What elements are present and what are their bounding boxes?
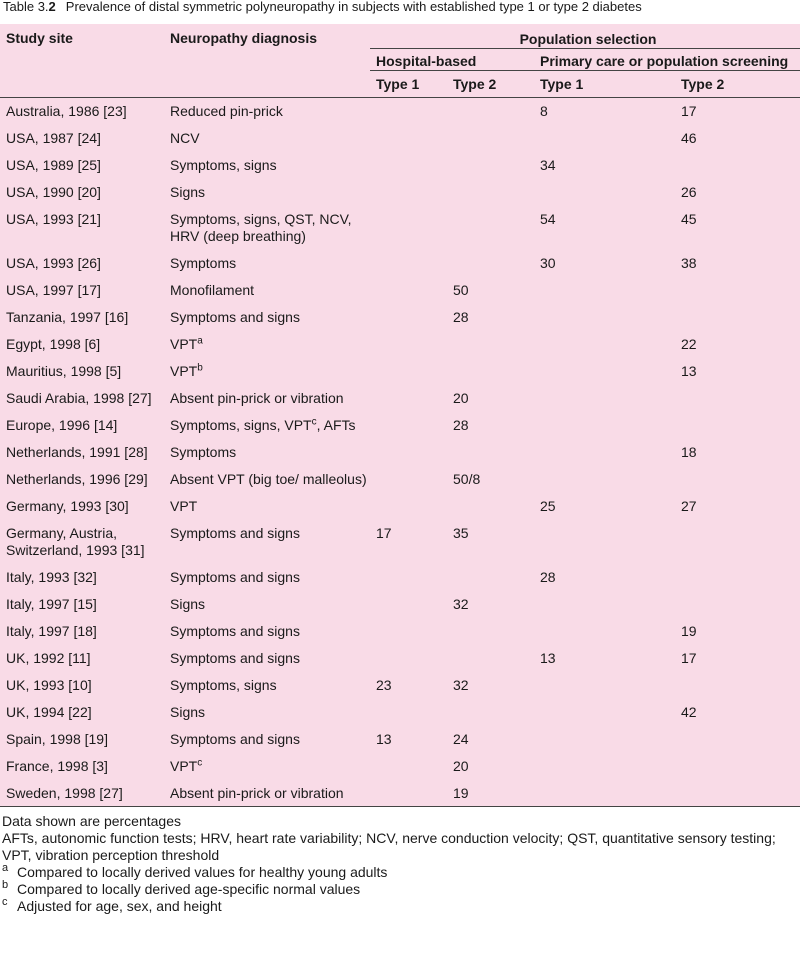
cell-primary-type1: 25 xyxy=(540,498,556,514)
cell-study-site: Germany, 1993 [30] xyxy=(6,498,129,514)
cell-primary-type1 xyxy=(534,752,675,779)
table-row xyxy=(0,563,800,590)
cell-study-site: Italy, 1997 [18] xyxy=(6,623,97,639)
cell-primary-type2: 27 xyxy=(681,498,697,514)
cell-hospital-type1: 23 xyxy=(376,677,392,693)
cell-diagnosis xyxy=(164,124,370,151)
prevalence-table xyxy=(0,24,800,807)
diagnosis-text: Monofilament xyxy=(170,282,255,298)
cell-study-site: Italy, 1993 [32] xyxy=(6,569,97,585)
diagnosis-text: Absent VPT (big toe/ malleolus) xyxy=(170,471,367,487)
diagnosis-text: Symptoms and signs xyxy=(170,525,300,541)
cell-study-site: USA, 1993 [21] xyxy=(6,211,101,227)
cell-study-site: Egypt, 1998 [6] xyxy=(6,336,101,352)
cell-diagnosis xyxy=(164,330,370,357)
cell-hospital-type1 xyxy=(370,752,447,779)
cell-hospital-type1 xyxy=(370,124,447,151)
diagnosis-text: VPT xyxy=(170,758,198,774)
cell-diagnosis xyxy=(164,492,370,519)
cell-primary-type1 xyxy=(534,590,675,617)
cell-primary-type2 xyxy=(675,465,800,492)
cell-primary-type1: 34 xyxy=(540,157,556,173)
cell-hospital-type2 xyxy=(447,357,534,384)
cell-hospital-type1 xyxy=(370,411,447,438)
cell-primary-type2: 26 xyxy=(681,184,697,200)
diagnosis-text: Symptoms xyxy=(170,255,237,271)
cell-primary-type2: 17 xyxy=(681,650,697,666)
cell-primary-type1: 30 xyxy=(540,255,556,271)
table-row xyxy=(0,519,800,563)
table-row xyxy=(0,752,800,779)
cell-hospital-type1 xyxy=(370,330,447,357)
table-caption xyxy=(0,0,800,24)
cell-primary-type1 xyxy=(534,124,675,151)
note-abbreviations: AFTs, autonomic function tests; HRV, heart rate variability; NCV, nerve conduction velocity; QST, quantitative sensory testing; VPT, vibration perception threshold xyxy=(2,830,776,863)
diagnosis-text: VPT xyxy=(170,363,198,379)
table-row xyxy=(0,492,800,519)
table-number: Table 3.2 xyxy=(3,0,56,14)
cell-primary-type1: 54 xyxy=(540,211,556,227)
cell-primary-type1 xyxy=(534,303,675,330)
table-row xyxy=(0,98,800,125)
cell-diagnosis xyxy=(164,779,370,807)
header-population-selection: Population selection xyxy=(370,24,800,49)
header-hospital-type2: Type 2 xyxy=(453,76,497,92)
cell-primary-type2 xyxy=(675,752,800,779)
cell-hospital-type1 xyxy=(370,438,447,465)
cell-hospital-type2: 50/8 xyxy=(453,471,481,487)
cell-diagnosis xyxy=(164,205,370,249)
footnote xyxy=(2,898,800,915)
cell-primary-type2 xyxy=(675,519,800,563)
footnote-mark: c xyxy=(311,416,317,428)
cell-study-site: UK, 1993 [10] xyxy=(6,677,92,693)
cell-primary-type1: 28 xyxy=(540,569,556,585)
diagnosis-text: VPT xyxy=(170,498,198,514)
cell-hospital-type1 xyxy=(370,205,447,249)
cell-hospital-type1 xyxy=(370,563,447,590)
diagnosis-text: NCV xyxy=(170,130,200,146)
cell-diagnosis xyxy=(164,725,370,752)
cell-study-site: UK, 1994 [22] xyxy=(6,704,92,720)
diagnosis-text: Absent pin-prick or vibration xyxy=(170,390,344,406)
table-row xyxy=(0,725,800,752)
diagnosis-text: Symptoms, signs, VPT xyxy=(170,417,312,433)
cell-diagnosis xyxy=(164,465,370,492)
cell-primary-type2 xyxy=(675,779,800,807)
cell-diagnosis xyxy=(164,98,370,125)
table-row xyxy=(0,124,800,151)
cell-hospital-type2 xyxy=(447,124,534,151)
cell-study-site: UK, 1992 [11] xyxy=(6,650,91,666)
cell-hospital-type2 xyxy=(447,617,534,644)
cell-study-site: USA, 1989 [25] xyxy=(6,157,101,173)
table-row xyxy=(0,411,800,438)
cell-diagnosis xyxy=(164,384,370,411)
table-header xyxy=(0,24,800,98)
cell-diagnosis xyxy=(164,519,370,563)
cell-diagnosis xyxy=(164,617,370,644)
cell-study-site: Netherlands, 1996 [29] xyxy=(6,471,148,487)
cell-primary-type1 xyxy=(534,411,675,438)
cell-hospital-type1: 13 xyxy=(376,731,392,747)
header-hospital-based: Hospital-based xyxy=(370,49,534,71)
cell-primary-type2 xyxy=(675,671,800,698)
cell-primary-type2 xyxy=(675,563,800,590)
footnote-text: Adjusted for age, sex, and height xyxy=(17,898,222,914)
diagnosis-text: Symptoms and signs xyxy=(170,623,300,639)
cell-diagnosis xyxy=(164,151,370,178)
cell-hospital-type1 xyxy=(370,492,447,519)
cell-primary-type1 xyxy=(534,465,675,492)
cell-primary-type1 xyxy=(534,330,675,357)
table-row xyxy=(0,465,800,492)
cell-hospital-type1 xyxy=(370,644,447,671)
cell-primary-type1 xyxy=(534,178,675,205)
cell-diagnosis xyxy=(164,590,370,617)
table-row xyxy=(0,151,800,178)
cell-hospital-type2 xyxy=(447,563,534,590)
cell-hospital-type2: 28 xyxy=(453,309,469,325)
footnote-text: Compared to locally derived values for healthy young adults xyxy=(17,864,388,880)
cell-hospital-type2: 35 xyxy=(453,525,469,541)
diagnosis-text: Symptoms, signs, QST, NCV, HRV (deep breathing) xyxy=(170,211,352,244)
cell-hospital-type1 xyxy=(370,698,447,725)
table-row xyxy=(0,249,800,276)
cell-hospital-type2: 32 xyxy=(453,596,469,612)
table-body xyxy=(0,98,800,807)
diagnosis-text: Reduced pin-prick xyxy=(170,103,283,119)
cell-hospital-type2: 32 xyxy=(453,677,469,693)
cell-diagnosis xyxy=(164,276,370,303)
cell-hospital-type2: 24 xyxy=(453,731,469,747)
header-study-site: Study site xyxy=(6,30,73,46)
cell-hospital-type2 xyxy=(447,492,534,519)
cell-study-site: Netherlands, 1991 [28] xyxy=(6,444,148,460)
cell-hospital-type2: 50 xyxy=(453,282,469,298)
cell-study-site: Australia, 1986 [23] xyxy=(6,103,127,119)
diagnosis-text: Symptoms and signs xyxy=(170,309,300,325)
note-percentages: Data shown are percentages xyxy=(2,813,181,829)
footnote xyxy=(2,881,800,898)
footnote-mark: c xyxy=(2,896,8,908)
cell-study-site: Mauritius, 1998 [5] xyxy=(6,363,122,379)
header-primary-type2: Type 2 xyxy=(681,76,725,92)
cell-primary-type2 xyxy=(675,411,800,438)
cell-primary-type1: 13 xyxy=(540,650,556,666)
table-row xyxy=(0,644,800,671)
cell-primary-type1 xyxy=(534,276,675,303)
cell-diagnosis xyxy=(164,644,370,671)
cell-hospital-type1 xyxy=(370,249,447,276)
diagnosis-text: Symptoms and signs xyxy=(170,650,300,666)
cell-primary-type2: 45 xyxy=(681,211,697,227)
cell-primary-type2: 17 xyxy=(681,103,697,119)
cell-hospital-type2 xyxy=(447,698,534,725)
cell-diagnosis xyxy=(164,563,370,590)
cell-study-site: USA, 1997 [17] xyxy=(6,282,101,298)
diagnosis-text: Symptoms, signs xyxy=(170,157,277,173)
cell-diagnosis xyxy=(164,178,370,205)
cell-hospital-type1 xyxy=(370,357,447,384)
cell-primary-type2 xyxy=(675,725,800,752)
cell-diagnosis xyxy=(164,357,370,384)
cell-primary-type2: 22 xyxy=(681,336,697,352)
table-row xyxy=(0,590,800,617)
cell-hospital-type1 xyxy=(370,303,447,330)
cell-primary-type2: 13 xyxy=(681,363,697,379)
diagnosis-text: Signs xyxy=(170,704,206,720)
cell-diagnosis xyxy=(164,411,370,438)
cell-primary-type1: 8 xyxy=(540,103,548,119)
cell-study-site: USA, 1993 [26] xyxy=(6,255,101,271)
cell-hospital-type2 xyxy=(447,330,534,357)
cell-primary-type2 xyxy=(675,303,800,330)
cell-study-site: Saudi Arabia, 1998 [27] xyxy=(6,390,152,406)
cell-hospital-type2 xyxy=(447,205,534,249)
footnote-mark: b xyxy=(2,879,9,891)
diagnosis-text: Symptoms and signs xyxy=(170,731,300,747)
cell-hospital-type1 xyxy=(370,465,447,492)
footnote-text: Compared to locally derived age-specific normal values xyxy=(17,881,361,897)
header-primary-type1: Type 1 xyxy=(540,76,584,92)
cell-hospital-type2 xyxy=(447,151,534,178)
cell-study-site: Tanzania, 1997 [16] xyxy=(6,309,129,325)
cell-hospital-type1: 17 xyxy=(376,525,392,541)
cell-hospital-type2 xyxy=(447,438,534,465)
cell-hospital-type1 xyxy=(370,151,447,178)
diagnosis-text: VPT xyxy=(170,336,198,352)
diagnosis-text: Signs xyxy=(170,596,206,612)
table-row xyxy=(0,357,800,384)
cell-primary-type1 xyxy=(534,357,675,384)
table-row xyxy=(0,779,800,807)
cell-hospital-type2 xyxy=(447,98,534,125)
table-title: Prevalence of distal symmetric polyneuropathy in subjects with established type 1 or type 2 diabetes xyxy=(65,0,642,14)
cell-hospital-type1 xyxy=(370,178,447,205)
table-row xyxy=(0,617,800,644)
cell-primary-type1 xyxy=(534,438,675,465)
cell-hospital-type1 xyxy=(370,779,447,807)
cell-primary-type1 xyxy=(534,519,675,563)
cell-hospital-type2: 19 xyxy=(453,785,469,801)
cell-study-site: USA, 1987 [24] xyxy=(6,130,101,146)
table-row xyxy=(0,303,800,330)
cell-hospital-type2: 20 xyxy=(453,390,469,406)
diagnosis-text-cont: , AFTs xyxy=(316,417,356,433)
footnote-mark: a xyxy=(2,862,9,874)
cell-study-site: Spain, 1998 [19] xyxy=(6,731,108,747)
cell-primary-type2: 18 xyxy=(681,444,697,460)
cell-diagnosis xyxy=(164,752,370,779)
cell-hospital-type1 xyxy=(370,590,447,617)
cell-hospital-type2 xyxy=(447,249,534,276)
diagnosis-text: Symptoms, signs xyxy=(170,677,277,693)
cell-study-site: USA, 1990 [20] xyxy=(6,184,101,200)
diagnosis-text: Symptoms xyxy=(170,444,237,460)
cell-primary-type1 xyxy=(534,384,675,411)
cell-primary-type1 xyxy=(534,698,675,725)
cell-hospital-type1 xyxy=(370,276,447,303)
footnote-mark: b xyxy=(197,362,203,374)
footnote-mark: c xyxy=(197,757,203,769)
cell-primary-type2 xyxy=(675,276,800,303)
cell-primary-type2 xyxy=(675,590,800,617)
header-hospital-type1: Type 1 xyxy=(376,76,420,92)
cell-diagnosis xyxy=(164,303,370,330)
footnote xyxy=(2,864,800,881)
cell-hospital-type2 xyxy=(447,644,534,671)
cell-study-site: Sweden, 1998 [27] xyxy=(6,785,123,801)
diagnosis-text: Absent pin-prick or vibration xyxy=(170,785,344,801)
cell-study-site: Europe, 1996 [14] xyxy=(6,417,118,433)
table-row xyxy=(0,671,800,698)
cell-primary-type2: 38 xyxy=(681,255,697,271)
cell-study-site: Germany, Austria, Switzerland, 1993 [31] xyxy=(6,525,145,558)
table-row xyxy=(0,698,800,725)
cell-primary-type1 xyxy=(534,725,675,752)
table-row xyxy=(0,276,800,303)
cell-primary-type1 xyxy=(534,779,675,807)
cell-primary-type2 xyxy=(675,151,800,178)
table-notes xyxy=(0,807,800,915)
cell-diagnosis xyxy=(164,698,370,725)
table-row xyxy=(0,384,800,411)
cell-study-site: Italy, 1997 [15] xyxy=(6,596,97,612)
cell-diagnosis xyxy=(164,438,370,465)
cell-study-site: France, 1998 [3] xyxy=(6,758,108,774)
cell-hospital-type2: 20 xyxy=(453,758,469,774)
cell-hospital-type2: 28 xyxy=(453,417,469,433)
header-primary-care: Primary care or population screening xyxy=(534,49,800,71)
cell-hospital-type1 xyxy=(370,384,447,411)
cell-primary-type2 xyxy=(675,384,800,411)
cell-primary-type1 xyxy=(534,671,675,698)
diagnosis-text: Signs xyxy=(170,184,206,200)
table-row xyxy=(0,205,800,249)
table-row xyxy=(0,438,800,465)
cell-hospital-type1 xyxy=(370,98,447,125)
table-row xyxy=(0,330,800,357)
cell-primary-type2: 19 xyxy=(681,623,697,639)
header-neuropathy-diagnosis: Neuropathy diagnosis xyxy=(170,30,318,46)
cell-hospital-type1 xyxy=(370,617,447,644)
cell-diagnosis xyxy=(164,671,370,698)
diagnosis-text: Symptoms and signs xyxy=(170,569,300,585)
cell-diagnosis xyxy=(164,249,370,276)
footnote-mark: a xyxy=(197,335,203,347)
cell-primary-type2: 42 xyxy=(681,704,697,720)
cell-primary-type1 xyxy=(534,617,675,644)
table-row xyxy=(0,178,800,205)
cell-hospital-type2 xyxy=(447,178,534,205)
cell-primary-type2: 46 xyxy=(681,130,697,146)
